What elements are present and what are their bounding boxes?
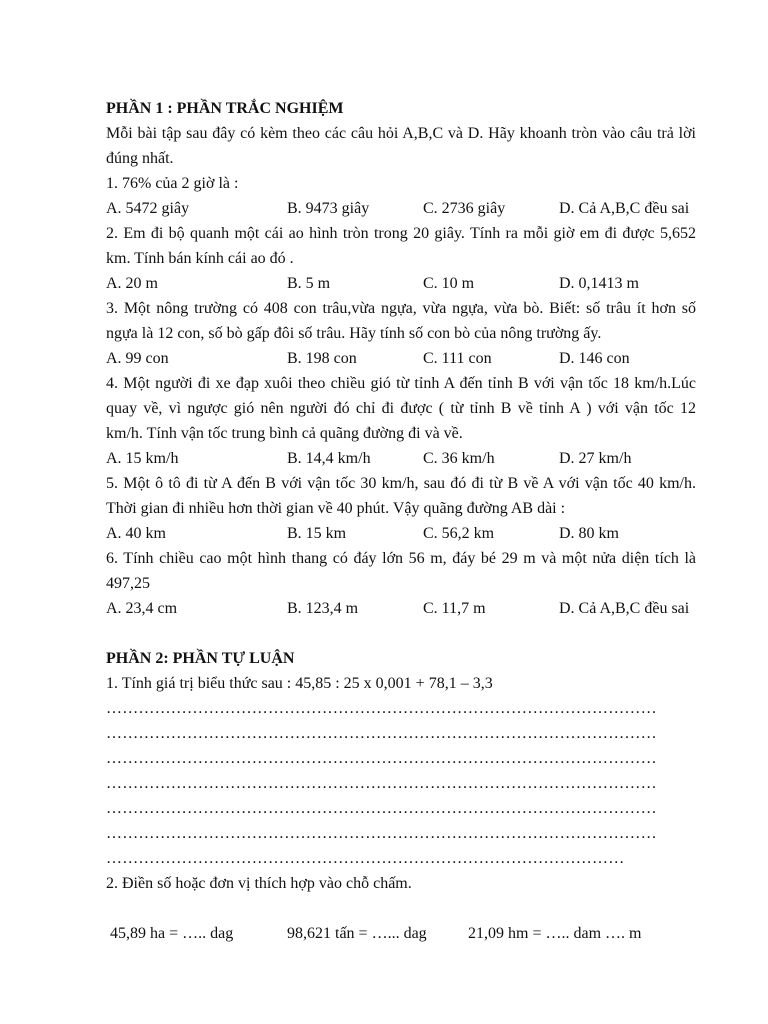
option-d[interactable]: D. Cả A,B,C đều sai <box>559 600 690 617</box>
option-b[interactable]: B. 123,4 m <box>287 600 359 617</box>
answer-line[interactable]: ………………………………………………………………………………………… <box>106 825 657 842</box>
option-c[interactable]: C. 2736 giây <box>423 200 506 217</box>
question-6-text-line-1: 6. Tính chiều cao một hình thang có đáy lớn 56 m, đáy bé 29 m và một nửa diện tích là <box>106 550 696 567</box>
question-5-options <box>106 521 696 546</box>
question-2-text-line-2: km. Tính bán kính cái ao đó . <box>106 250 294 267</box>
instruction-line-1: Mỗi bài tập sau đây có kèm theo các câu hỏi A,B,C và D. Hãy khoanh tròn vào câu trả lời <box>106 125 696 142</box>
answer-line[interactable]: ………………………………………………………………………………………… <box>106 775 657 792</box>
question-spacer <box>106 896 696 921</box>
conversion-item-1[interactable]: 45,89 ha = ….. dag <box>110 925 234 942</box>
question-4-text-line-3: km/h. Tính vận tốc trung bình cả quãng đường đi và về. <box>106 425 463 442</box>
option-d[interactable]: D. 146 con <box>559 350 630 367</box>
question-5-text-line-2: Thời gian đi nhiều hơn thời gian về 40 phút. Vậy quãng đường AB dài : <box>106 500 566 517</box>
option-a[interactable]: A. 23,4 cm <box>106 600 178 617</box>
question-3-text-line-2: ngựa là 12 con, số bò gấp đôi số trâu. Hãy tính số con bò của nông trường ấy. <box>106 325 602 342</box>
conversion-item-2[interactable]: 98,621 tấn = …... dag <box>287 925 427 942</box>
answer-line[interactable]: ………………………………………………………………………………………… <box>106 725 657 742</box>
question-6-text-line-2: 497,25 <box>106 575 150 592</box>
worksheet <box>106 96 696 946</box>
option-d[interactable]: D. 80 km <box>559 525 619 542</box>
question-1-text: 1. 76% của 2 giờ là : <box>106 175 239 192</box>
question-2-options <box>106 271 696 296</box>
question-6-options <box>106 596 696 621</box>
option-b[interactable]: B. 15 km <box>287 525 347 542</box>
conversion-row <box>106 921 696 946</box>
question-4-options <box>106 446 696 471</box>
option-b[interactable]: B. 5 m <box>287 275 331 292</box>
answer-line[interactable]: ………………………………………………………………………………………… <box>106 800 657 817</box>
option-c[interactable]: C. 111 con <box>423 350 492 367</box>
option-c[interactable]: C. 36 km/h <box>423 450 495 467</box>
option-a[interactable]: A. 99 con <box>106 350 169 367</box>
question-5-text-line-1: 5. Một ô tô đi từ A đến B với vận tốc 30 km/h, sau đó đi từ B về A với vận tốc 40 km/h. <box>106 475 696 492</box>
option-c[interactable]: C. 11,7 m <box>423 600 486 617</box>
option-d[interactable]: D. Cả A,B,C đều sai <box>559 200 690 217</box>
option-c[interactable]: C. 56,2 km <box>423 525 495 542</box>
answer-line[interactable]: ………………………………………………………………………………………… <box>106 700 657 717</box>
answer-line[interactable]: ………………………………………………………………………………………… <box>106 750 657 767</box>
option-b[interactable]: B. 198 con <box>287 350 357 367</box>
option-a[interactable]: A. 5472 giây <box>106 200 190 217</box>
option-b[interactable]: B. 14,4 km/h <box>287 450 371 467</box>
essay-question-2: 2. Điền số hoặc đơn vị thích hợp vào chỗ chấm. <box>106 875 412 892</box>
question-4-text-line-2: quay về, vì ngược gió nên người đó chỉ đi được ( từ tỉnh B về tỉnh A ) với vận tốc 12 <box>106 400 696 417</box>
option-d[interactable]: D. 0,1413 m <box>559 275 639 292</box>
part1-heading: PHẦN 1 : PHẦN TRẮC NGHIỆM <box>106 100 344 117</box>
question-2-text-line-1: 2. Em đi bộ quanh một cái ao hình tròn trong 20 giây. Tính ra mỗi giờ em đi được 5,652 <box>106 225 696 242</box>
option-c[interactable]: C. 10 m <box>423 275 475 292</box>
conversion-item-3[interactable]: 21,09 hm = ….. dam …. m <box>468 925 642 942</box>
option-a[interactable]: A. 40 km <box>106 525 166 542</box>
question-4-text-line-1: 4. Một người đi xe đạp xuôi theo chiều gió từ tỉnh A đến tỉnh B với vận tốc 18 km/h.Lúc <box>106 375 696 392</box>
question-3-text-line-1: 3. Một nông trường có 408 con trâu,vừa ngựa, vừa ngựa, vừa bò. Biết: số trâu ít hơn số <box>106 300 696 317</box>
option-d[interactable]: D. 27 km/h <box>559 450 632 467</box>
essay-question-1: 1. Tính giá trị biểu thức sau : 45,85 : 25 x 0,001 + 78,1 – 3,3 <box>106 675 493 692</box>
question-3-options <box>106 346 696 371</box>
question-1-options <box>106 196 696 221</box>
answer-line[interactable]: …………………………………………………………………………………… <box>106 850 625 867</box>
section-spacer <box>106 621 696 646</box>
option-b[interactable]: B. 9473 giây <box>287 200 370 217</box>
option-a[interactable]: A. 15 km/h <box>106 450 179 467</box>
instruction-line-2: đúng nhất. <box>106 150 174 167</box>
part2-heading: PHẦN 2: PHẦN TỰ LUẬN <box>106 650 295 667</box>
option-a[interactable]: A. 20 m <box>106 275 158 292</box>
